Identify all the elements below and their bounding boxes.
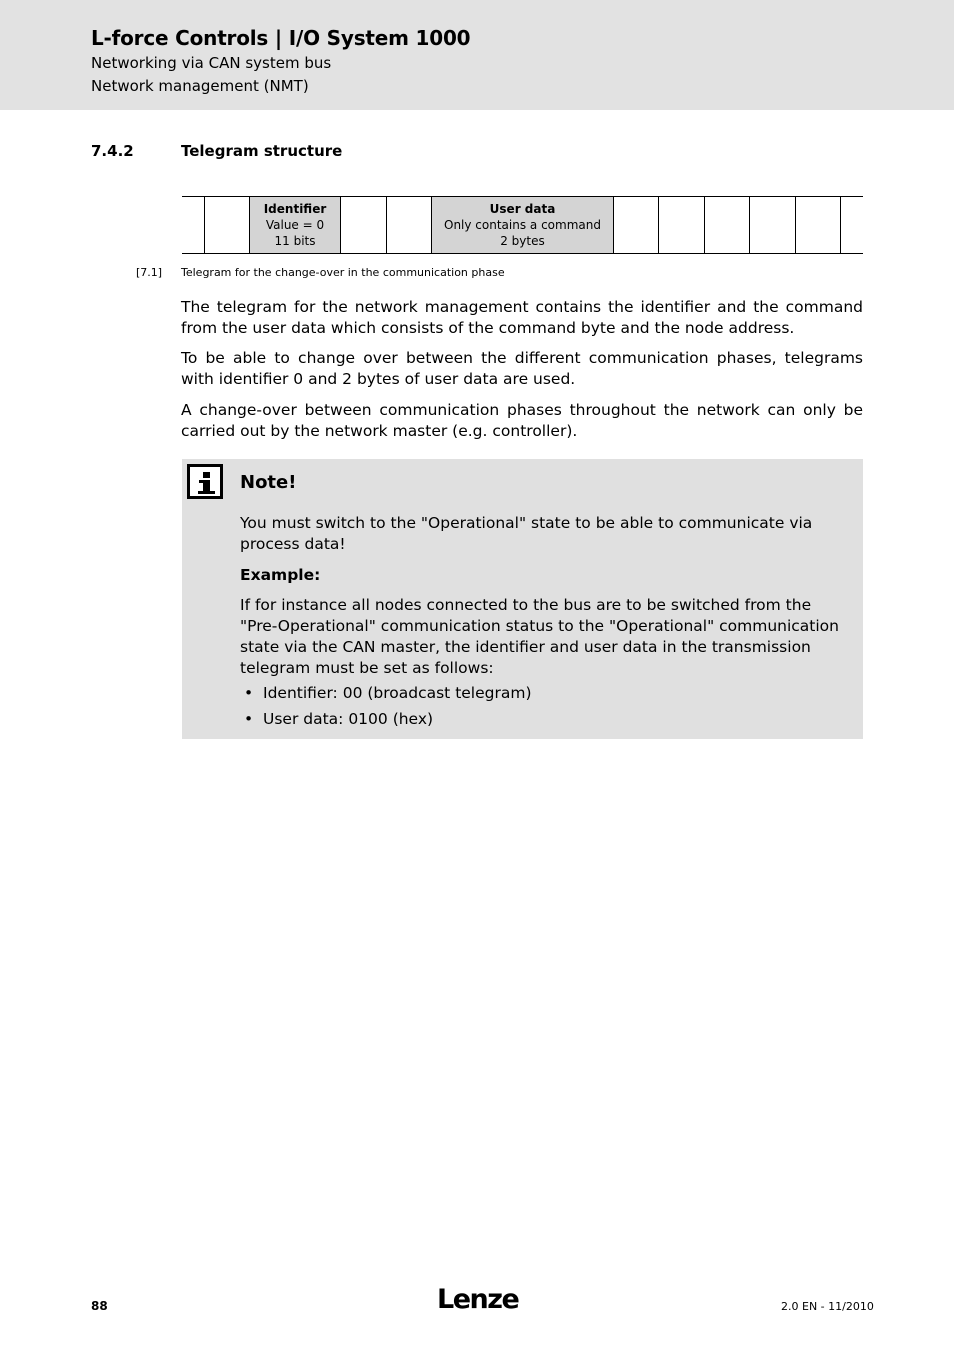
- note-box: [182, 459, 863, 739]
- telegram-cell: [387, 197, 432, 253]
- user-data-desc: Only contains a command: [444, 218, 601, 232]
- subchapter-title: Network management (NMT): [91, 77, 309, 95]
- figure-caption: Telegram for the change-over in the communication phase: [181, 266, 505, 279]
- paragraph-1: The telegram for the network management contains the identifier and the command from the user data which consists of the command byte and the node address.: [181, 298, 863, 337]
- user-data-cell: [432, 197, 614, 253]
- identifier-cell: [250, 197, 341, 253]
- info-icon: [187, 464, 223, 499]
- list-item: • Identifier: 00 (broadcast telegram): [244, 684, 532, 702]
- telegram-cell: [659, 197, 705, 253]
- list-item: • User data: 0100 (hex): [244, 710, 434, 728]
- list-item-text: Identifier: 00 (broadcast telegram): [263, 684, 532, 702]
- identifier-bits: 11 bits: [274, 234, 316, 248]
- note-text: You must switch to the "Operational" state to be able to communicate via process data!: [240, 514, 813, 553]
- note-title: Note!: [240, 472, 297, 493]
- document-title: L-force Controls | I/O System 1000: [91, 26, 471, 50]
- chapter-title: Networking via CAN system bus: [91, 54, 332, 72]
- telegram-diagram: [182, 196, 863, 254]
- telegram-cell: [614, 197, 659, 253]
- section-title: Telegram structure: [181, 142, 343, 160]
- figure-number: [7.1]: [136, 266, 163, 279]
- paragraph-2: To be able to change over between the different communication phases, telegrams with identifier 0 and 2 bytes of user data are used.: [181, 349, 863, 388]
- identifier-label: Identifier: [263, 202, 327, 216]
- telegram-cell: [796, 197, 841, 253]
- telegram-cell: [205, 197, 250, 253]
- example-label: Example:: [240, 566, 321, 584]
- page-number: 88: [91, 1299, 108, 1313]
- list-item-text: User data: 0100 (hex): [263, 710, 434, 728]
- user-data-label: User data: [489, 202, 556, 216]
- identifier-value: Value = 0: [265, 218, 325, 232]
- page-header: [0, 0, 954, 110]
- paragraph-3: A change-over between communication phases throughout the network can only be carried out by the network master (e.g. controller).: [181, 401, 863, 440]
- telegram-cell: [182, 197, 205, 253]
- telegram-cell: [705, 197, 750, 253]
- telegram-cell: [341, 197, 387, 253]
- lenze-logo: Lenze: [437, 1284, 519, 1315]
- example-text: If for instance all nodes connected to the bus are to be switched from the "Pre-Operational" communication status to the "Operational" communication state via the CAN master, the identifier and user data in the transmission telegram must be set as follows:: [240, 596, 839, 677]
- telegram-cell: [841, 197, 863, 253]
- user-data-bytes: 2 bytes: [500, 234, 545, 248]
- section-number: 7.4.2: [91, 142, 134, 160]
- telegram-cell: [750, 197, 796, 253]
- document-version: 2.0 EN - 11/2010: [781, 1300, 874, 1313]
